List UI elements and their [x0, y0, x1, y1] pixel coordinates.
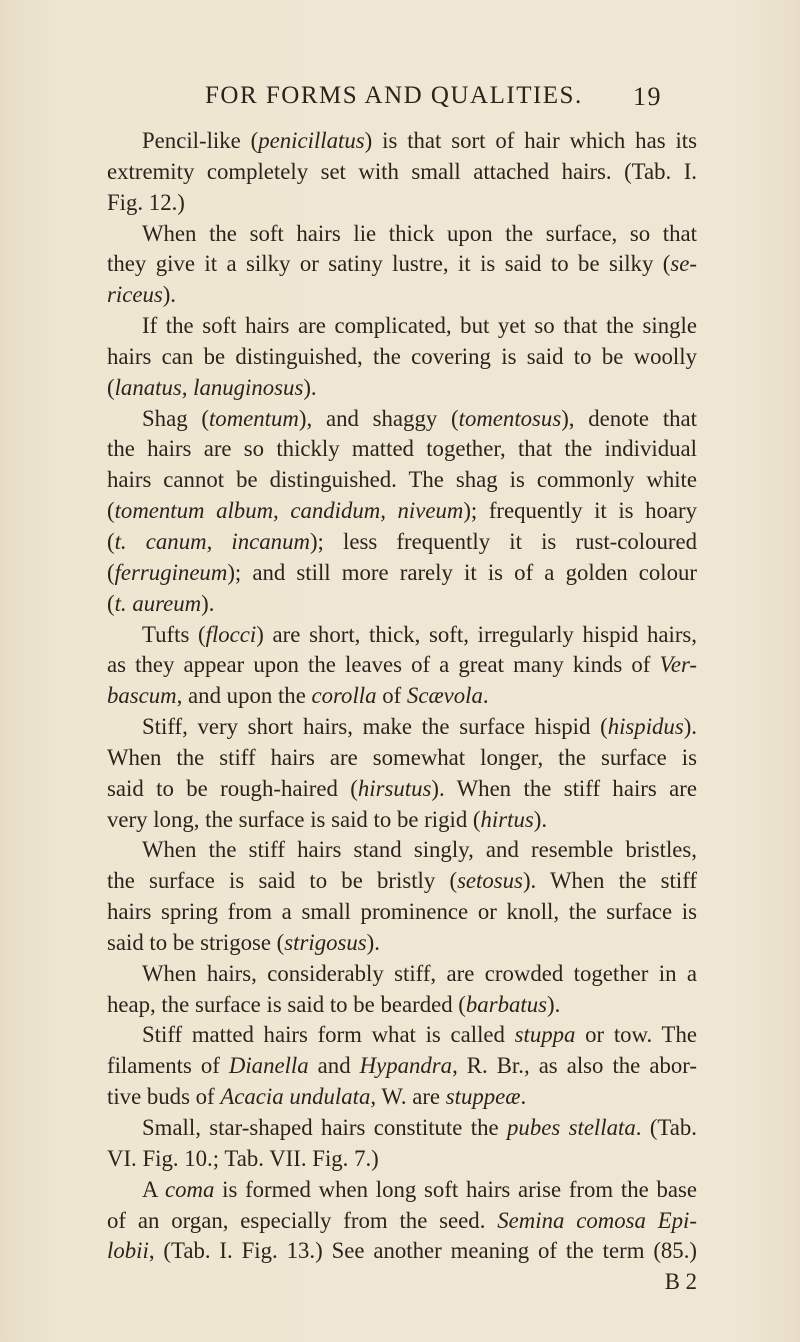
- text-line: [107, 990, 697, 1021]
- text-run: (: [107, 498, 115, 524]
- text-run: ).: [162, 282, 177, 308]
- text-line: [107, 712, 697, 743]
- text-run: .: [482, 683, 489, 709]
- text-line: [107, 157, 697, 188]
- italic-term: setosus: [457, 868, 523, 894]
- text-run: ). When the stiff hairs are: [431, 775, 697, 801]
- italic-term: tomentum album, candidum, niveum: [114, 498, 464, 524]
- text-run: Tufts (: [142, 621, 206, 647]
- italic-term: corolla: [311, 683, 377, 709]
- text-run: (: [107, 559, 115, 585]
- text-run: Small, star-shaped hairs constitute the: [142, 1115, 508, 1140]
- italic-term: hispidus: [607, 714, 684, 740]
- italic-term: stuppeæ: [445, 1084, 521, 1110]
- text-run: When the soft hairs lie thick upon the surface, so that: [142, 220, 697, 246]
- text-run: very long, the surface is said to be rigid (: [107, 806, 481, 832]
- text-line: [107, 342, 697, 373]
- text-run: filaments of: [107, 1053, 229, 1079]
- italic-term: Ver-: [659, 652, 697, 678]
- text-run: VI. Fig. 10.; Tab. VII. Fig. 7.): [107, 1145, 379, 1171]
- text-run: ).: [201, 590, 215, 616]
- text-run: said to be rough-haired (: [107, 775, 358, 801]
- text-run: ).: [546, 991, 561, 1017]
- text-line: [107, 897, 697, 928]
- italic-term: tomentosus: [458, 405, 562, 431]
- text-line: [107, 465, 697, 496]
- text-line: [107, 959, 697, 990]
- text-run: ).: [366, 929, 380, 955]
- text-run: the hairs are so thickly matted together, that the individual: [107, 436, 697, 462]
- text-line: [107, 1051, 697, 1082]
- text-line: [107, 620, 697, 651]
- text-run: ); frequently it is hoary: [463, 498, 697, 524]
- text-line: [107, 496, 697, 527]
- text-run: Stiff, very short hairs, make the surface hispid (: [142, 714, 608, 740]
- text-run: said to be strigose (: [107, 929, 285, 955]
- text-line: [107, 774, 697, 805]
- italic-term: Hypandra: [359, 1053, 453, 1079]
- text-run: hairs spring from a small prominence or knoll, the surface is: [107, 899, 697, 925]
- header-title: FOR FORMS AND QUALITIES.: [205, 82, 583, 109]
- text-line: [107, 404, 697, 435]
- italic-term: Scævola: [406, 683, 483, 709]
- signature-mark: [107, 1267, 697, 1298]
- text-run: ).: [533, 806, 548, 832]
- text-run: A: [142, 1176, 165, 1202]
- text-line: [107, 681, 697, 712]
- text-run: , and upon the: [176, 683, 312, 709]
- italic-term: coma: [164, 1176, 215, 1202]
- text-run: ).: [683, 714, 697, 740]
- text-line: [107, 650, 697, 681]
- text-run: as they appear upon the leaves of a great many kinds of: [107, 652, 660, 678]
- text-run: , W. are: [370, 1084, 446, 1110]
- page-number: 19: [633, 82, 662, 111]
- text-run: is formed when long soft hairs arise from the base: [214, 1176, 697, 1202]
- text-line: [107, 126, 697, 157]
- text-run: ) are short, thick, soft, irregularly hispid hairs,: [256, 621, 697, 647]
- text-line: [107, 219, 697, 250]
- text-run: B 2: [664, 1269, 697, 1295]
- italic-term: riceus: [107, 282, 163, 308]
- running-header: [205, 82, 685, 110]
- text-run: ).: [303, 374, 317, 400]
- italic-term: bascum: [107, 683, 177, 709]
- text-line: [107, 1082, 697, 1113]
- italic-term: lobii: [107, 1238, 149, 1264]
- text-run: Shag (: [142, 405, 209, 431]
- text-run: (: [107, 528, 115, 554]
- italic-term: stuppa: [514, 1022, 576, 1048]
- text-run: When the stiff hairs are somewhat longer, the surface is: [107, 744, 697, 770]
- text-run: ), and shaggy (: [298, 405, 459, 431]
- text-line: [107, 743, 697, 774]
- italic-term: ferrugineum: [114, 559, 228, 585]
- italic-term: Dianella: [228, 1053, 309, 1079]
- italic-term: tomentum: [208, 405, 299, 431]
- text-line: [107, 373, 697, 404]
- text-run: (: [107, 374, 115, 400]
- italic-term: hirsutus: [357, 775, 432, 801]
- text-line: [107, 527, 697, 558]
- italic-term: pubes stellata: [507, 1115, 636, 1140]
- text-run: and: [308, 1053, 360, 1079]
- text-run: , R. Br., as also the abor-: [452, 1053, 697, 1079]
- text-line: [107, 866, 697, 897]
- italic-term: lanatus, lanuginosus: [114, 374, 304, 400]
- text-run: ) is that sort of hair which has its: [364, 128, 697, 153]
- text-run: of an organ, especially from the seed.: [107, 1207, 498, 1233]
- text-line: [107, 311, 697, 342]
- text-line: [107, 434, 697, 465]
- text-line: [107, 1175, 697, 1206]
- text-line: [107, 280, 697, 311]
- italic-term: flocci: [205, 621, 257, 647]
- text-line: [107, 249, 697, 280]
- italic-term: strigosus: [284, 929, 367, 955]
- text-run: tive buds of: [107, 1084, 221, 1110]
- text-run: or tow. The: [575, 1022, 697, 1048]
- text-run: of: [376, 683, 407, 709]
- body-text: [107, 126, 697, 1298]
- text-run: extremity completely set with small attached hairs. (Tab. I.: [107, 158, 697, 184]
- text-run: (: [107, 590, 115, 616]
- text-line: [107, 1020, 697, 1051]
- text-line: [107, 835, 697, 866]
- text-run: ); less frequently it is rust-coloured: [309, 528, 697, 554]
- text-run: ), denote that: [561, 405, 697, 431]
- text-run: they give it a silky or satiny lustre, it is said to be silky (: [107, 251, 671, 277]
- text-line: [107, 1144, 697, 1175]
- italic-term: Acacia undulata: [220, 1084, 371, 1110]
- italic-term: penicillatus: [258, 128, 365, 153]
- italic-term: Semina comosa Epi-: [497, 1207, 697, 1233]
- text-run: the surface is said to be bristly (: [107, 868, 458, 894]
- text-line: [107, 589, 697, 620]
- text-run: heap, the surface is said to be bearded (: [107, 991, 466, 1017]
- text-run: When hairs, considerably stiff, are crowded together in a: [142, 960, 697, 986]
- text-run: ); and still more rarely it is of a golden colour: [227, 559, 697, 585]
- text-line: [107, 1113, 697, 1144]
- italic-term: t. canum, incanum: [114, 528, 310, 554]
- text-run: Stiff matted hairs form what is called: [142, 1022, 515, 1048]
- italic-term: t. aureum: [114, 590, 202, 616]
- italic-term: barbatus: [465, 991, 547, 1017]
- italic-term: se-: [670, 251, 697, 277]
- text-run: hairs can be distinguished, the covering is said to be woolly: [107, 343, 697, 369]
- text-run: If the soft hairs are complicated, but yet so that the single: [142, 313, 697, 339]
- text-line: [107, 188, 697, 219]
- text-run: .: [520, 1084, 527, 1110]
- italic-term: hirtus: [480, 806, 534, 832]
- text-line: [107, 558, 697, 589]
- text-run: Fig. 12.): [107, 189, 185, 215]
- text-run: . (Tab.: [635, 1115, 697, 1140]
- text-line: [107, 1236, 697, 1267]
- text-run: ). When the stiff: [522, 868, 697, 894]
- text-line: [107, 928, 697, 959]
- text-run: , (Tab. I. Fig. 13.) See another meaning of the term (85.): [148, 1238, 697, 1264]
- text-run: Pencil-like (: [142, 128, 259, 153]
- text-line: [107, 1206, 697, 1237]
- text-run: hairs cannot be distinguished. The shag is commonly white: [107, 467, 697, 493]
- text-line: [107, 805, 697, 836]
- text-run: When the stiff hairs stand singly, and resemble bristles,: [142, 837, 697, 863]
